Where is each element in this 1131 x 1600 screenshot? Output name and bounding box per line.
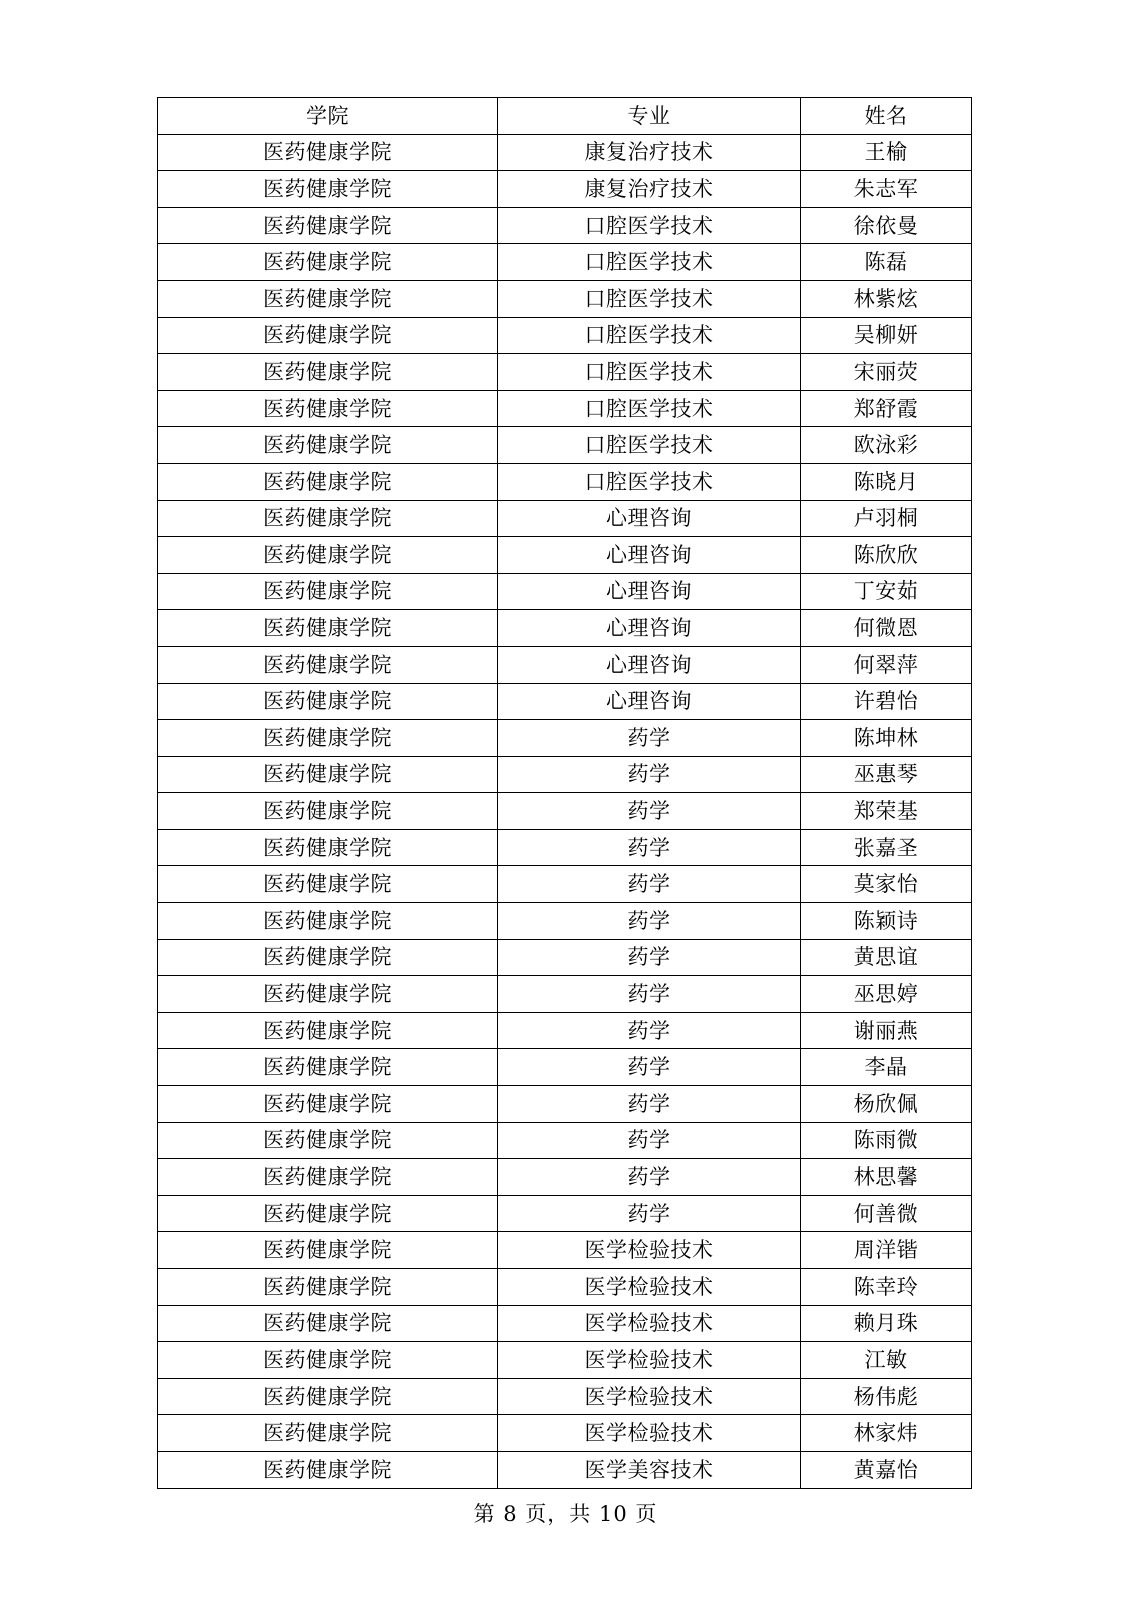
- table-row: [158, 1049, 972, 1086]
- cell-college: 医药健康学院: [158, 1086, 498, 1123]
- cell-name: 李晶: [801, 1049, 972, 1086]
- cell-major: 口腔医学技术: [498, 463, 801, 500]
- table-row: [158, 866, 972, 903]
- cell-major: 口腔医学技术: [498, 390, 801, 427]
- cell-major: 医学检验技术: [498, 1415, 801, 1452]
- cell-major: 康复治疗技术: [498, 171, 801, 208]
- cell-major: 药学: [498, 1049, 801, 1086]
- cell-name: 欧泳彩: [801, 427, 972, 464]
- cell-college: 医药健康学院: [158, 1378, 498, 1415]
- table-row: [158, 463, 972, 500]
- cell-major: 药学: [498, 793, 801, 830]
- cell-name: 陈坤林: [801, 720, 972, 757]
- cell-major: 口腔医学技术: [498, 317, 801, 354]
- cell-name: 林思馨: [801, 1159, 972, 1196]
- cell-college: 医药健康学院: [158, 793, 498, 830]
- table-row: [158, 134, 972, 171]
- table-row: [158, 317, 972, 354]
- student-roster-table: [157, 97, 972, 1489]
- table-row: [158, 1232, 972, 1269]
- table-row: [158, 903, 972, 940]
- cell-major: 心理咨询: [498, 537, 801, 574]
- table-row: [158, 207, 972, 244]
- table-row: [158, 683, 972, 720]
- cell-major: 医学检验技术: [498, 1269, 801, 1306]
- table-row: [158, 1305, 972, 1342]
- cell-name: 徐依曼: [801, 207, 972, 244]
- table-row: [158, 537, 972, 574]
- cell-major: 心理咨询: [498, 683, 801, 720]
- cell-major: 口腔医学技术: [498, 354, 801, 391]
- cell-major: 药学: [498, 939, 801, 976]
- cell-name: 陈幸玲: [801, 1269, 972, 1306]
- cell-college: 医药健康学院: [158, 1232, 498, 1269]
- cell-college: 医药健康学院: [158, 866, 498, 903]
- cell-major: 药学: [498, 1012, 801, 1049]
- cell-name: 陈磊: [801, 244, 972, 281]
- table-row: [158, 720, 972, 757]
- cell-name: 何善微: [801, 1195, 972, 1232]
- cell-name: 江敏: [801, 1342, 972, 1379]
- table-row: [158, 1378, 972, 1415]
- cell-name: 赖月珠: [801, 1305, 972, 1342]
- table-body: [158, 134, 972, 1488]
- cell-major: 心理咨询: [498, 573, 801, 610]
- cell-name: 巫思婷: [801, 976, 972, 1013]
- cell-college: 医药健康学院: [158, 317, 498, 354]
- cell-name: 黄嘉怡: [801, 1451, 972, 1488]
- table-row: [158, 939, 972, 976]
- cell-name: 何微恩: [801, 610, 972, 647]
- cell-major: 药学: [498, 720, 801, 757]
- cell-college: 医药健康学院: [158, 1342, 498, 1379]
- cell-major: 心理咨询: [498, 500, 801, 537]
- cell-name: 莫家怡: [801, 866, 972, 903]
- table-row: [158, 244, 972, 281]
- column-header-major: 专业: [498, 98, 801, 135]
- table-row: [158, 500, 972, 537]
- cell-major: 心理咨询: [498, 646, 801, 683]
- cell-name: 黄思谊: [801, 939, 972, 976]
- cell-college: 医药健康学院: [158, 756, 498, 793]
- cell-college: 医药健康学院: [158, 1305, 498, 1342]
- cell-college: 医药健康学院: [158, 244, 498, 281]
- cell-major: 口腔医学技术: [498, 280, 801, 317]
- table-row: [158, 829, 972, 866]
- table-header-row: [158, 98, 972, 135]
- table-row: [158, 646, 972, 683]
- column-header-college: 学院: [158, 98, 498, 135]
- cell-college: 医药健康学院: [158, 390, 498, 427]
- table-row: [158, 1012, 972, 1049]
- cell-name: 林家炜: [801, 1415, 972, 1452]
- table-row: [158, 354, 972, 391]
- cell-name: 杨伟彪: [801, 1378, 972, 1415]
- cell-name: 郑舒霞: [801, 390, 972, 427]
- table-header: [158, 98, 972, 135]
- cell-name: 许碧怡: [801, 683, 972, 720]
- cell-college: 医药健康学院: [158, 1195, 498, 1232]
- cell-name: 朱志军: [801, 171, 972, 208]
- cell-name: 王榆: [801, 134, 972, 171]
- cell-major: 口腔医学技术: [498, 207, 801, 244]
- cell-college: 医药健康学院: [158, 280, 498, 317]
- cell-college: 医药健康学院: [158, 1122, 498, 1159]
- cell-major: 药学: [498, 866, 801, 903]
- page-footer: 第 8 页，共 10 页: [473, 1502, 658, 1526]
- cell-name: 周洋锴: [801, 1232, 972, 1269]
- table-row: [158, 976, 972, 1013]
- cell-major: 药学: [498, 1159, 801, 1196]
- cell-major: 药学: [498, 1122, 801, 1159]
- cell-college: 医药健康学院: [158, 354, 498, 391]
- cell-college: 医药健康学院: [158, 207, 498, 244]
- cell-college: 医药健康学院: [158, 573, 498, 610]
- cell-major: 口腔医学技术: [498, 427, 801, 464]
- cell-major: 药学: [498, 976, 801, 1013]
- cell-college: 医药健康学院: [158, 829, 498, 866]
- cell-college: 医药健康学院: [158, 610, 498, 647]
- cell-college: 医药健康学院: [158, 720, 498, 757]
- table-row: [158, 610, 972, 647]
- cell-college: 医药健康学院: [158, 171, 498, 208]
- cell-name: 陈颖诗: [801, 903, 972, 940]
- table-row: [158, 1342, 972, 1379]
- cell-major: 心理咨询: [498, 610, 801, 647]
- cell-major: 医学检验技术: [498, 1378, 801, 1415]
- cell-college: 医药健康学院: [158, 134, 498, 171]
- cell-major: 药学: [498, 903, 801, 940]
- cell-major: 药学: [498, 756, 801, 793]
- table-row: [158, 1451, 972, 1488]
- cell-name: 何翠萍: [801, 646, 972, 683]
- cell-college: 医药健康学院: [158, 500, 498, 537]
- cell-name: 郑荣基: [801, 793, 972, 830]
- table-row: [158, 793, 972, 830]
- cell-college: 医药健康学院: [158, 939, 498, 976]
- cell-college: 医药健康学院: [158, 427, 498, 464]
- cell-name: 吴柳妍: [801, 317, 972, 354]
- cell-college: 医药健康学院: [158, 903, 498, 940]
- cell-major: 康复治疗技术: [498, 134, 801, 171]
- table-row: [158, 171, 972, 208]
- table-row: [158, 756, 972, 793]
- cell-major: 药学: [498, 1086, 801, 1123]
- table-row: [158, 1159, 972, 1196]
- table-row: [158, 1269, 972, 1306]
- cell-name: 张嘉圣: [801, 829, 972, 866]
- table-row: [158, 1086, 972, 1123]
- cell-college: 医药健康学院: [158, 1012, 498, 1049]
- cell-name: 丁安茹: [801, 573, 972, 610]
- cell-name: 林紫炫: [801, 280, 972, 317]
- cell-college: 医药健康学院: [158, 683, 498, 720]
- cell-college: 医药健康学院: [158, 537, 498, 574]
- cell-major: 医学美容技术: [498, 1451, 801, 1488]
- cell-name: 宋丽荧: [801, 354, 972, 391]
- cell-major: 药学: [498, 829, 801, 866]
- table-row: [158, 1122, 972, 1159]
- cell-name: 陈晓月: [801, 463, 972, 500]
- cell-college: 医药健康学院: [158, 1415, 498, 1452]
- cell-college: 医药健康学院: [158, 646, 498, 683]
- table-row: [158, 573, 972, 610]
- table-row: [158, 280, 972, 317]
- cell-name: 卢羽桐: [801, 500, 972, 537]
- cell-college: 医药健康学院: [158, 976, 498, 1013]
- cell-college: 医药健康学院: [158, 1269, 498, 1306]
- cell-major: 医学检验技术: [498, 1342, 801, 1379]
- cell-major: 药学: [498, 1195, 801, 1232]
- table-row: [158, 390, 972, 427]
- cell-name: 杨欣佩: [801, 1086, 972, 1123]
- cell-name: 陈雨微: [801, 1122, 972, 1159]
- table-row: [158, 1195, 972, 1232]
- cell-name: 巫惠琴: [801, 756, 972, 793]
- cell-college: 医药健康学院: [158, 1049, 498, 1086]
- cell-major: 医学检验技术: [498, 1305, 801, 1342]
- table-row: [158, 427, 972, 464]
- cell-major: 医学检验技术: [498, 1232, 801, 1269]
- cell-college: 医药健康学院: [158, 1451, 498, 1488]
- column-header-name: 姓名: [801, 98, 972, 135]
- cell-college: 医药健康学院: [158, 463, 498, 500]
- cell-college: 医药健康学院: [158, 1159, 498, 1196]
- cell-name: 陈欣欣: [801, 537, 972, 574]
- table-row: [158, 1415, 972, 1452]
- cell-major: 口腔医学技术: [498, 244, 801, 281]
- cell-name: 谢丽燕: [801, 1012, 972, 1049]
